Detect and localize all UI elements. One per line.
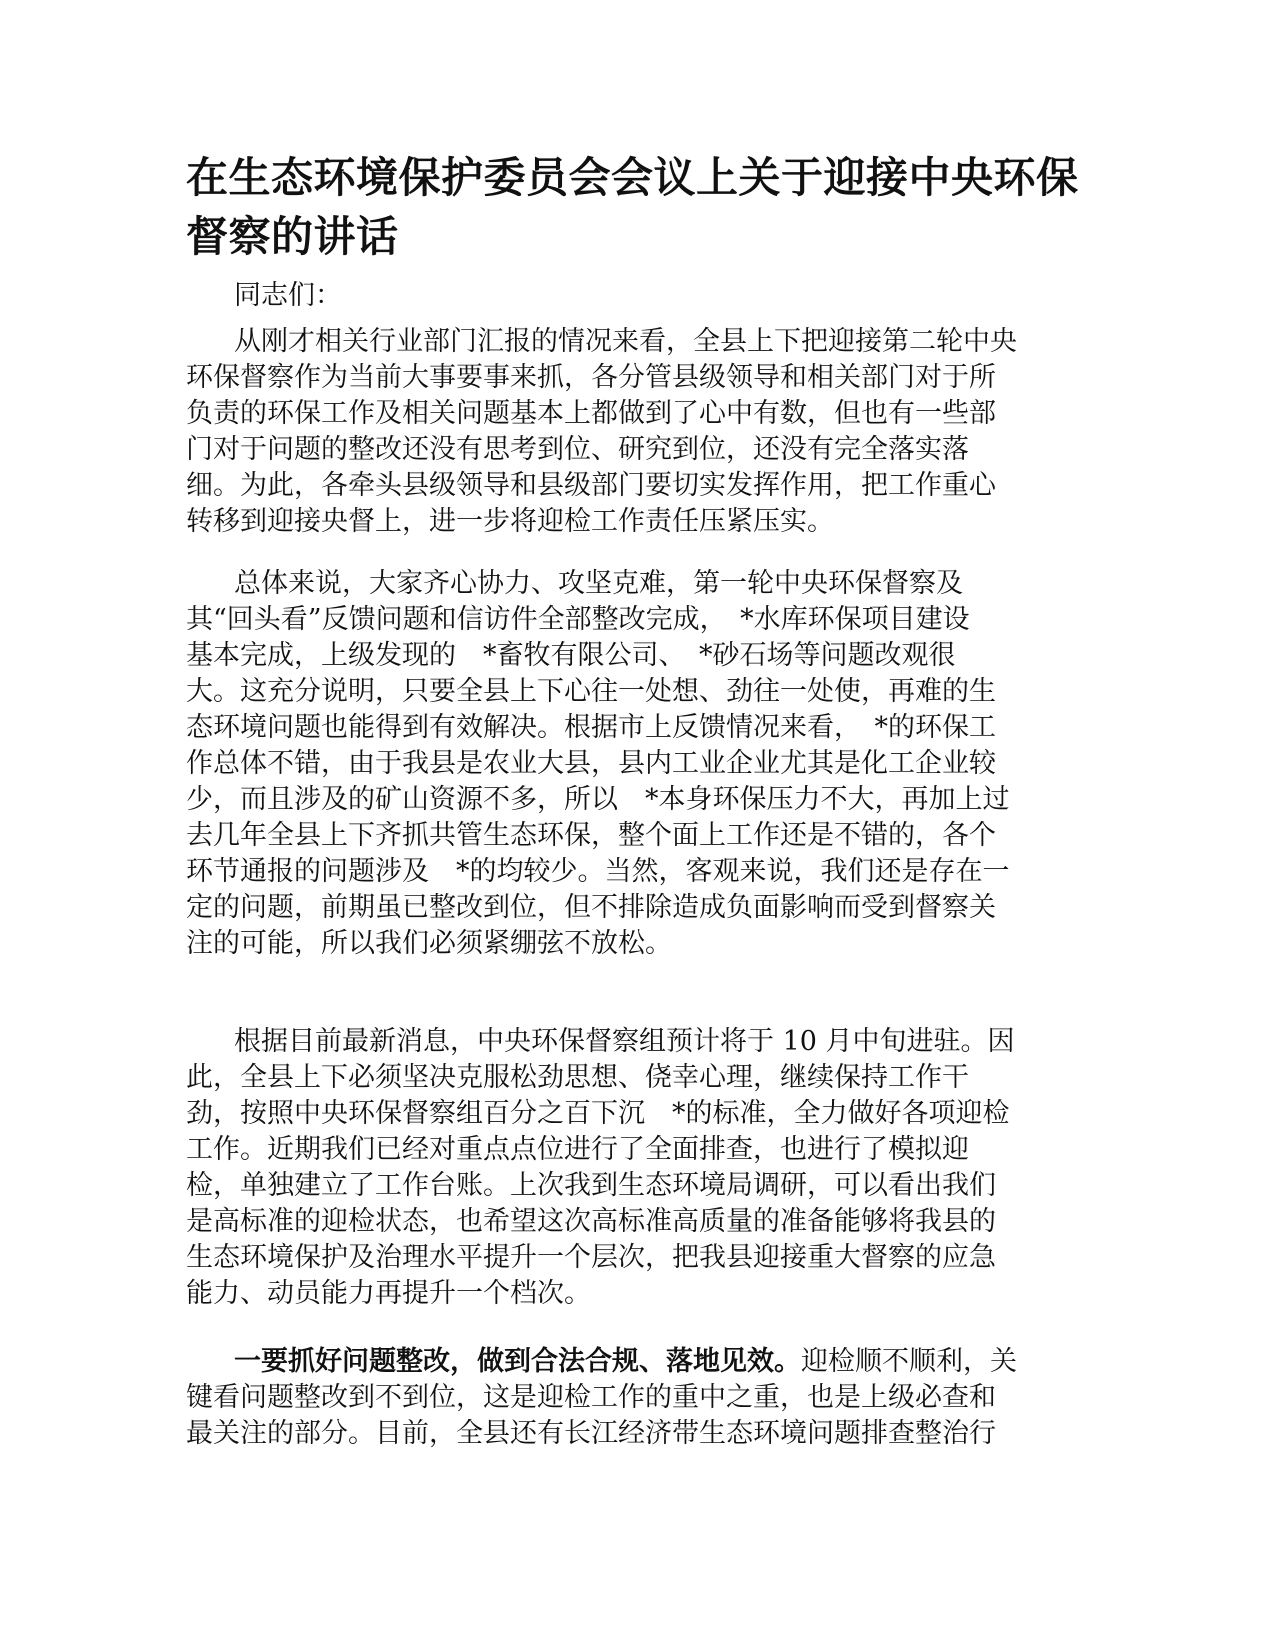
paragraph-line: 少，而且涉及的矿山资源不多，所以 *本身环保压力不大，再加上过 [186, 784, 1010, 815]
paragraph-line: 细。为此，各牵头县级领导和县级部门要切实发挥作用，把工作重心 [186, 470, 996, 501]
paragraph-line: 基本完成，上级发现的 *畜牧有限公司、 *砂石场等问题改观很 [186, 640, 956, 671]
paragraph-line: 生态环境保护及治理水平提升一个层次，把我县迎接重大督察的应急 [186, 1242, 996, 1273]
paragraph-line: 工作。近期我们已经对重点点位进行了全面排查，也进行了模拟迎 [186, 1134, 969, 1165]
paragraph-line: 最关注的部分。目前，全县还有长江经济带生态环境问题排查整治行 [186, 1418, 996, 1449]
paragraph-line: 劲，按照中央环保督察组百分之百下沉 *的标准，全力做好各项迎检 [186, 1098, 1010, 1129]
title-line-2: 督察的讲话 [186, 212, 399, 261]
paragraph-line: 其“回头看”反馈问题和信访件全部整改完成， *水库环保项目建设 [186, 604, 970, 635]
paragraph-line: 总体来说，大家齐心协力、攻坚克难，第一轮中央环保督察及 [234, 568, 963, 599]
paragraph-line: 负责的环保工作及相关问题基本上都做到了心中有数，但也有一些部 [186, 398, 996, 429]
paragraph-line: 转移到迎接央督上，进一步将迎检工作责任压紧压实。 [186, 506, 834, 537]
paragraph-lead-heading: 一要抓好问题整改，做到合法合规、落地见效。 [234, 1346, 801, 1377]
paragraph-line: 从刚才相关行业部门汇报的情况来看，全县上下把迎接第二轮中央 [234, 326, 1017, 357]
paragraph-line: 环节通报的问题涉及 *的均较少。当然，客观来说，我们还是存在一 [186, 856, 1010, 887]
salutation: 同志们： [234, 280, 342, 311]
paragraph-3 [186, 1024, 1086, 1312]
paragraph-4 [186, 1344, 1086, 1452]
paragraph-line: 去几年全县上下齐抓共管生态环保，整个面上工作还是不错的，各个 [186, 820, 996, 851]
title-line-1: 在生态环境保护委员会会议上关于迎接中央环保 [186, 153, 1079, 202]
paragraph-line: 是高标准的迎检状态，也希望这次高标准高质量的准备能够将我县的 [186, 1206, 996, 1237]
paragraph-line: 门对于问题的整改还没有思考到位、研究到位，还没有完全落实落 [186, 434, 969, 465]
paragraph-line: 定的问题，前期虽已整改到位，但不排除造成负面影响而受到督察关 [186, 892, 996, 923]
paragraph-line: 态环境问题也能得到有效解决。根据市上反馈情况来看， *的环保工 [186, 712, 996, 743]
paragraph-line: 检，单独建立了工作台账。上次我到生态环境局调研，可以看出我们 [186, 1170, 996, 1201]
document-title [186, 148, 1086, 266]
paragraph-line [186, 1344, 1086, 1380]
paragraph-lead-rest: 迎检顺不顺利，关 [801, 1346, 1017, 1377]
paragraph-1 [186, 324, 1086, 540]
paragraph-line: 键看问题整改到不到位，这是迎检工作的重中之重，也是上级必查和 [186, 1382, 996, 1413]
paragraph-line: 根据目前最新消息，中央环保督察组预计将于 10 月中旬进驻。因 [234, 1026, 1015, 1057]
paragraph-line: 作总体不错，由于我县是农业大县，县内工业企业尤其是化工企业较 [186, 748, 996, 779]
paragraph-line: 注的可能，所以我们必须紧绷弦不放松。 [186, 928, 672, 959]
paragraph-2 [186, 566, 1086, 962]
paragraph-line: 能力、动员能力再提升一个档次。 [186, 1278, 591, 1309]
paragraph-line: 此，全县上下必须坚决克服松劲思想、侥幸心理，继续保持工作干 [186, 1062, 969, 1093]
paragraph-line: 大。这充分说明，只要全县上下心往一处想、劲往一处使，再难的生 [186, 676, 996, 707]
paragraph-line: 环保督察作为当前大事要事来抓，各分管县级领导和相关部门对于所 [186, 362, 996, 393]
